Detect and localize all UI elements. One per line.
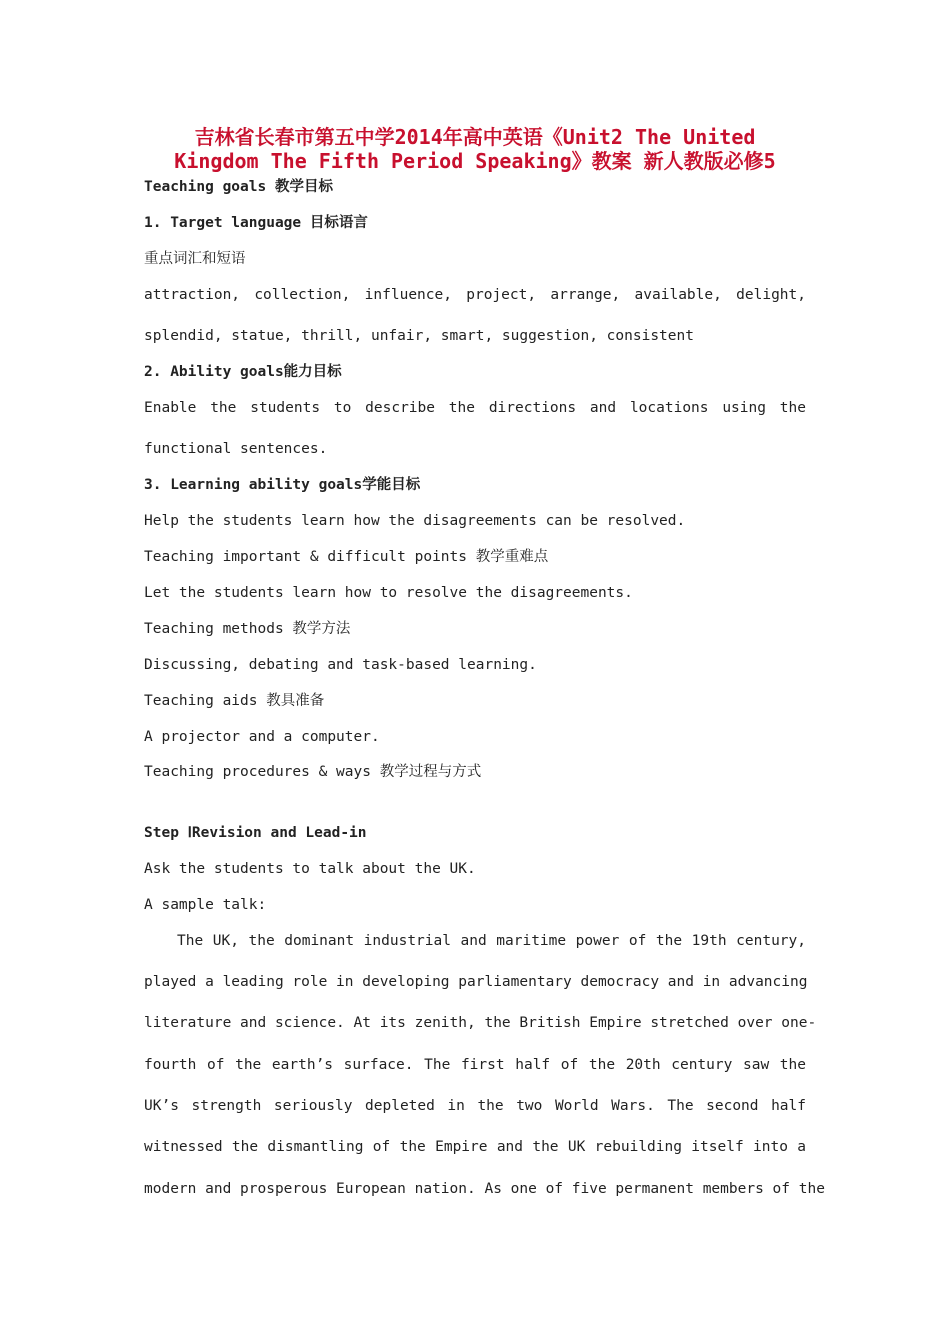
learning-ability-goals-text: Help the students learn how the disagreements can be resolved. [144,513,686,529]
aids-heading: Teaching aids 教具准备 [144,693,325,709]
procedures-heading: Teaching procedures & ways 教学过程与方式 [144,764,482,780]
vocab-line-1: attraction, collection, influence, project, arrange, available, delight, [144,287,806,303]
paragraph-line: UK’s strength seriously depleted in the two World Wars. The second half [144,1098,806,1114]
document-title-line-1: 吉林省长春市第五中学2014年高中英语《Unit2 The United [194,125,756,149]
document-title-line-2: Kingdom The Fifth Period Speaking》教案 新人教版必修5 [174,149,776,173]
target-language-heading: 1. Target language 目标语言 [144,215,368,231]
paragraph-line: witnessed the dismantling of the Empire and the UK rebuilding itself into a [144,1139,806,1155]
ability-goals-line-2: functional sentences. [144,441,328,457]
methods-text: Discussing, debating and task-based learning. [144,657,537,673]
paragraph-line: played a leading role in developing parliamentary democracy and in advancing [144,974,808,990]
sample-talk-label: A sample talk: [144,897,267,913]
important-points-text: Let the students learn how to resolve the disagreements. [144,585,633,601]
learning-ability-goals-heading: 3. Learning ability goals学能目标 [144,477,421,493]
vocab-line-2: splendid, statue, thrill, unfair, smart, suggestion, consistent [144,328,694,344]
ability-goals-heading: 2. Ability goals能力目标 [144,364,342,380]
ability-goals-line-1: Enable the students to describe the directions and locations using the [144,400,806,416]
paragraph-line: The UK, the dominant industrial and maritime power of the 19th century, [177,933,806,949]
paragraph-line: modern and prosperous European nation. As one of five permanent members of the [144,1181,825,1197]
important-points-heading: Teaching important & difficult points 教学重难点 [144,549,549,565]
step1-heading: Step ⅠRevision and Lead-in [144,825,367,841]
paragraph-line: fourth of the earth’s surface. The first half of the 20th century saw the [144,1057,806,1073]
methods-heading: Teaching methods 教学方法 [144,621,351,637]
teaching-goals-heading: Teaching goals 教学目标 [144,179,333,195]
aids-text: A projector and a computer. [144,729,380,745]
paragraph-line: literature and science. At its zenith, the British Empire stretched over one- [144,1015,817,1031]
vocab-heading: 重点词汇和短语 [144,251,246,267]
step1-instruction: Ask the students to talk about the UK. [144,861,476,877]
